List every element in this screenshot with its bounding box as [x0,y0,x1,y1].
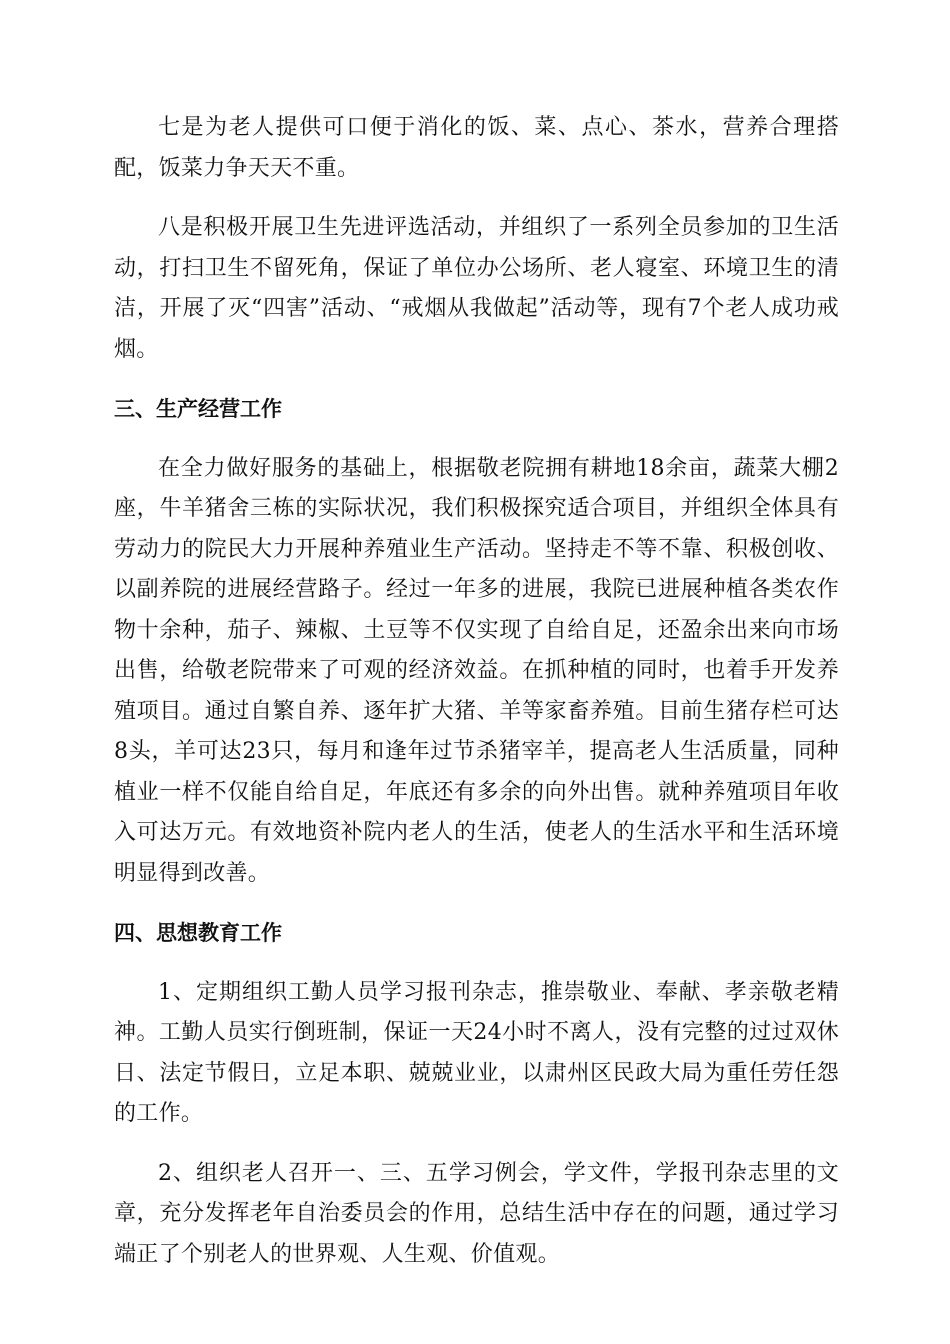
document-page [114,108,839,1294]
paragraph-staff-study: 1、定期组织工勤人员学习报刊杂志，推崇敬业、奉献、孝亲敬老精神。工勤人员实行倒班制，保证一天24小时不离人，没有完整的过过双休日、法定节假日，立足本职、兢兢业业，以肃州区民政大局为重任劳任怨的工作。 [114,979,839,1126]
section-heading-production: 三、生产经营工作 [114,397,282,421]
section-heading-education: 四、思想教育工作 [114,921,282,945]
paragraph-hygiene: 八是积极开展卫生先进评选活动，并组织了一系列全员参加的卫生活动，打扫卫生不留死角，保证了单位办公场所、老人寝室、环境卫生的清洁，开展了灭“四害”活动、“戒烟从我做起”活动等，现有7个老人成功戒烟。 [114,215,839,362]
paragraph-elder-study: 2、组织老人召开一、三、五学习例会，学文件，学报刊杂志里的文章，充分发挥老年自治委员会的作用，总结生活中存在的问题，通过学习端正了个别老人的世界观、人生观、价值观。 [114,1160,839,1267]
paragraph-meals: 七是为老人提供可口便于消化的饭、菜、点心、茶水，营养合理搭配，饭菜力争天天不重。 [114,115,839,181]
paragraph-production: 在全力做好服务的基础上，根据敬老院拥有耕地18余亩，蔬菜大棚2座，牛羊猪舍三栋的实际状况，我们积极探究适合项目，并组织全体具有劳动力的院民大力开展种养殖业生产活动。坚持走不等不靠、积极创收、以副养院的进展经营路子。经过一年多的进展，我院已进展种植各类农作物十余种，茄子、辣椒、土豆等不仅实现了自给自足，还盈余出来向市场出售，给敬老院带来了可观的经济效益。在抓种植的同时，也着手开发养殖项目。通过自繁自养、逐年扩大猪、羊等家畜养殖。目前生猪存栏可达8头，羊可达23只，每月和逢年过节杀猪宰羊，提高老人生活质量，同种植业一样不仅能自给自足，年底还有多余的向外出售。就种养殖项目年收入可达万元。有效地资补院内老人的生活，使老人的生活水平和生活环境明显得到改善。 [114,455,839,886]
